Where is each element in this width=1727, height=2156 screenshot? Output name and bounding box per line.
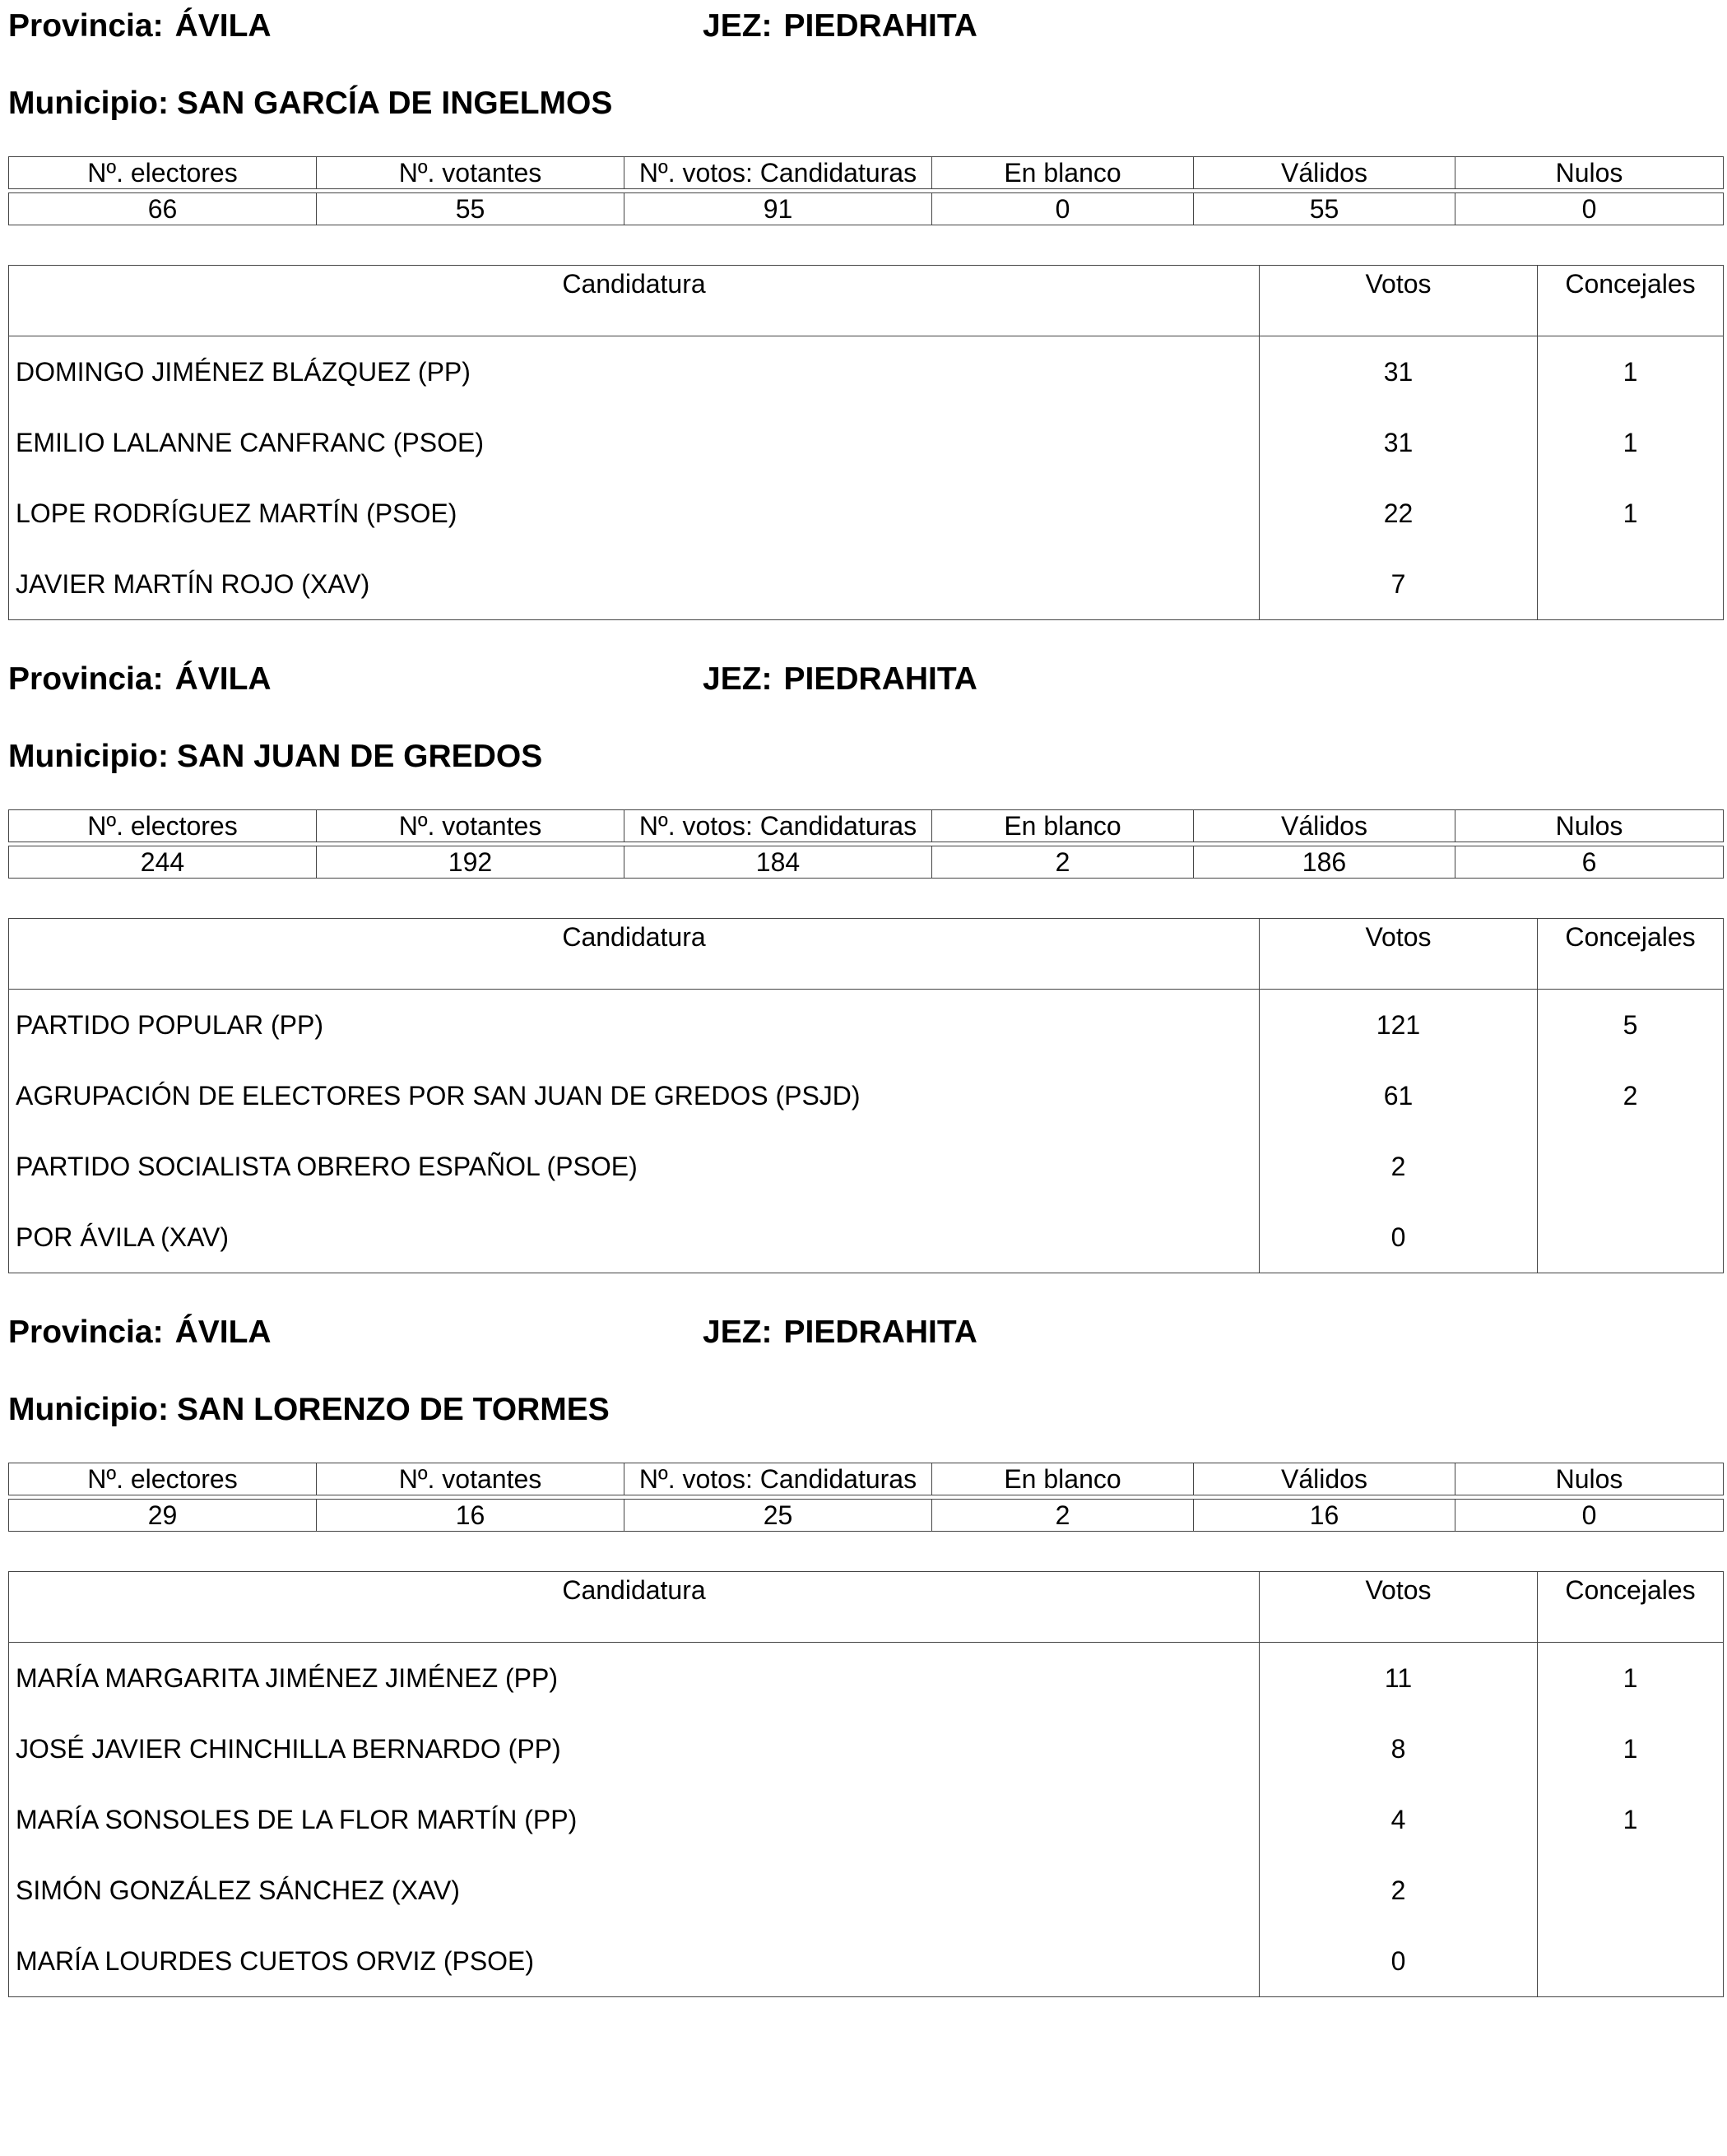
provincia-value: ÁVILA (174, 661, 272, 697)
candidate-concejales: 2 (1538, 1060, 1724, 1131)
table-row (9, 1060, 1724, 1131)
table-row (9, 1926, 1724, 1997)
stats-header-cell: Nº. votos: Candidaturas (624, 157, 932, 189)
stats-header-cell: En blanco (932, 157, 1194, 189)
stats-table (8, 1463, 1724, 1532)
candidate-concejales: 1 (1538, 407, 1724, 478)
jez-value: PIEDRAHITA (783, 1314, 977, 1350)
candidate-votos: 2 (1260, 1855, 1538, 1926)
table-row (9, 336, 1724, 408)
jez-header (703, 8, 977, 44)
candidaturas-header-row (9, 266, 1724, 336)
stats-table (8, 156, 1724, 225)
municipio-header (8, 86, 612, 122)
candidaturas-header-cell: Votos (1260, 1572, 1538, 1643)
stats-header-cell: Nº. votantes (317, 810, 624, 842)
stats-value-row (9, 193, 1724, 225)
candidate-name: JOSÉ JAVIER CHINCHILLA BERNARDO (PP) (9, 1713, 1260, 1784)
candidate-name: MARÍA MARGARITA JIMÉNEZ JIMÉNEZ (PP) (9, 1643, 1260, 1714)
stats-value-cell: 244 (9, 846, 317, 879)
candidate-name: POR ÁVILA (XAV) (9, 1202, 1260, 1273)
stats-value-cell: 25 (624, 1500, 932, 1532)
jez-value: PIEDRAHITA (783, 661, 977, 697)
stats-value-cell: 55 (317, 193, 624, 225)
candidate-name: MARÍA LOURDES CUETOS ORVIZ (PSOE) (9, 1926, 1260, 1997)
municipio-label: Municipio: (8, 86, 169, 121)
candidate-concejales (1538, 549, 1724, 620)
municipio-label: Municipio: (8, 1392, 169, 1427)
candidate-concejales (1538, 1926, 1724, 1997)
stats-value-cell: 16 (1194, 1500, 1455, 1532)
jez-header (703, 1314, 977, 1351)
provincia-header (8, 661, 272, 698)
stats-header-cell: Nº. votos: Candidaturas (624, 1463, 932, 1495)
candidate-name: EMILIO LALANNE CANFRANC (PSOE) (9, 407, 1260, 478)
stats-header-cell: Nº. electores (9, 1463, 317, 1495)
candidate-name: PARTIDO SOCIALISTA OBRERO ESPAÑOL (PSOE) (9, 1131, 1260, 1202)
stats-header-cell: Nulos (1455, 157, 1724, 189)
table-row (9, 549, 1724, 620)
candidate-name: DOMINGO JIMÉNEZ BLÁZQUEZ (PP) (9, 336, 1260, 408)
jez-header (703, 661, 977, 698)
stats-header-cell: Válidos (1194, 157, 1455, 189)
candidaturas-header-cell: Candidatura (9, 1572, 1260, 1643)
stats-header-cell: Nº. votos: Candidaturas (624, 810, 932, 842)
candidate-votos: 121 (1260, 990, 1538, 1061)
candidate-concejales: 1 (1538, 478, 1724, 549)
candidaturas-header-row (9, 919, 1724, 990)
stats-value-cell: 6 (1455, 846, 1724, 879)
jez-value: PIEDRAHITA (783, 8, 977, 44)
stats-value-cell: 91 (624, 193, 932, 225)
provincia-label: Provincia: (8, 8, 164, 44)
candidate-concejales (1538, 1855, 1724, 1926)
stats-value-cell: 0 (932, 193, 1194, 225)
table-row (9, 1202, 1724, 1273)
candidate-name: AGRUPACIÓN DE ELECTORES POR SAN JUAN DE GREDOS (PSJD) (9, 1060, 1260, 1131)
stats-value-cell: 55 (1194, 193, 1455, 225)
municipio-value: SAN GARCÍA DE INGELMOS (176, 86, 613, 121)
provincia-value: ÁVILA (174, 8, 272, 44)
stats-table (8, 809, 1724, 879)
stats-header-cell: Válidos (1194, 1463, 1455, 1495)
candidate-votos: 11 (1260, 1643, 1538, 1714)
candidaturas-table (8, 1571, 1724, 1997)
stats-header-cell: Nº. electores (9, 810, 317, 842)
table-row (9, 1643, 1724, 1714)
municipio-value: SAN LORENZO DE TORMES (176, 1392, 610, 1427)
candidate-concejales (1538, 1202, 1724, 1273)
stats-value-row (9, 846, 1724, 879)
candidate-votos: 2 (1260, 1131, 1538, 1202)
candidaturas-header-cell: Concejales (1538, 266, 1724, 336)
candidate-votos: 7 (1260, 549, 1538, 620)
provincia-header (8, 8, 272, 44)
municipio-header (8, 739, 542, 775)
candidate-name: LOPE RODRÍGUEZ MARTÍN (PSOE) (9, 478, 1260, 549)
candidate-votos: 0 (1260, 1202, 1538, 1273)
stats-header-cell: En blanco (932, 810, 1194, 842)
candidate-votos: 31 (1260, 407, 1538, 478)
municipio-value: SAN JUAN DE GREDOS (176, 739, 543, 774)
candidaturas-header-cell: Concejales (1538, 1572, 1724, 1643)
stats-header-cell: Nulos (1455, 810, 1724, 842)
provincia-label: Provincia: (8, 661, 164, 697)
municipio-header (8, 1392, 610, 1428)
stats-value-cell: 66 (9, 193, 317, 225)
candidaturas-header-cell: Candidatura (9, 919, 1260, 990)
candidate-concejales: 5 (1538, 990, 1724, 1061)
stats-header-cell: Nº. votantes (317, 157, 624, 189)
stats-header-cell: Nulos (1455, 1463, 1724, 1495)
candidaturas-header-cell: Votos (1260, 919, 1538, 990)
stats-value-cell: 16 (317, 1500, 624, 1532)
stats-value-cell: 184 (624, 846, 932, 879)
stats-value-cell: 2 (932, 846, 1194, 879)
candidaturas-header-row (9, 1572, 1724, 1643)
candidaturas-header-cell: Candidatura (9, 266, 1260, 336)
candidate-votos: 8 (1260, 1713, 1538, 1784)
provincia-header (8, 1314, 272, 1351)
stats-value-cell: 29 (9, 1500, 317, 1532)
stats-header-cell: Válidos (1194, 810, 1455, 842)
candidate-votos: 22 (1260, 478, 1538, 549)
table-row (9, 990, 1724, 1061)
candidaturas-table (8, 265, 1724, 620)
jez-label: JEZ: (703, 1314, 773, 1350)
candidate-concejales (1538, 1131, 1724, 1202)
stats-header-row (9, 810, 1724, 842)
candidate-concejales: 1 (1538, 336, 1724, 408)
table-row (9, 1713, 1724, 1784)
candidate-votos: 61 (1260, 1060, 1538, 1131)
table-row (9, 1855, 1724, 1926)
candidate-name: PARTIDO POPULAR (PP) (9, 990, 1260, 1061)
table-row (9, 407, 1724, 478)
candidate-concejales: 1 (1538, 1643, 1724, 1714)
stats-value-cell: 0 (1455, 193, 1724, 225)
candidate-name: SIMÓN GONZÁLEZ SÁNCHEZ (XAV) (9, 1855, 1260, 1926)
candidate-name: MARÍA SONSOLES DE LA FLOR MARTÍN (PP) (9, 1784, 1260, 1855)
municipio-label: Municipio: (8, 739, 169, 774)
jez-label: JEZ: (703, 8, 773, 44)
candidate-name: JAVIER MARTÍN ROJO (XAV) (9, 549, 1260, 620)
stats-header-row (9, 1463, 1724, 1495)
provincia-label: Provincia: (8, 1314, 164, 1350)
candidaturas-table (8, 918, 1724, 1273)
candidate-concejales: 1 (1538, 1784, 1724, 1855)
candidate-concejales: 1 (1538, 1713, 1724, 1784)
stats-value-cell: 0 (1455, 1500, 1724, 1532)
candidaturas-header-cell: Concejales (1538, 919, 1724, 990)
stats-value-cell: 2 (932, 1500, 1194, 1532)
stats-value-cell: 192 (317, 846, 624, 879)
stats-header-cell: Nº. electores (9, 157, 317, 189)
jez-label: JEZ: (703, 661, 773, 697)
provincia-value: ÁVILA (174, 1314, 272, 1350)
stats-value-cell: 186 (1194, 846, 1455, 879)
table-row (9, 1784, 1724, 1855)
stats-value-row (9, 1500, 1724, 1532)
candidate-votos: 0 (1260, 1926, 1538, 1997)
stats-header-cell: En blanco (932, 1463, 1194, 1495)
candidaturas-header-cell: Votos (1260, 266, 1538, 336)
stats-header-cell: Nº. votantes (317, 1463, 624, 1495)
candidate-votos: 4 (1260, 1784, 1538, 1855)
table-row (9, 1131, 1724, 1202)
candidate-votos: 31 (1260, 336, 1538, 408)
table-row (9, 478, 1724, 549)
stats-header-row (9, 157, 1724, 189)
